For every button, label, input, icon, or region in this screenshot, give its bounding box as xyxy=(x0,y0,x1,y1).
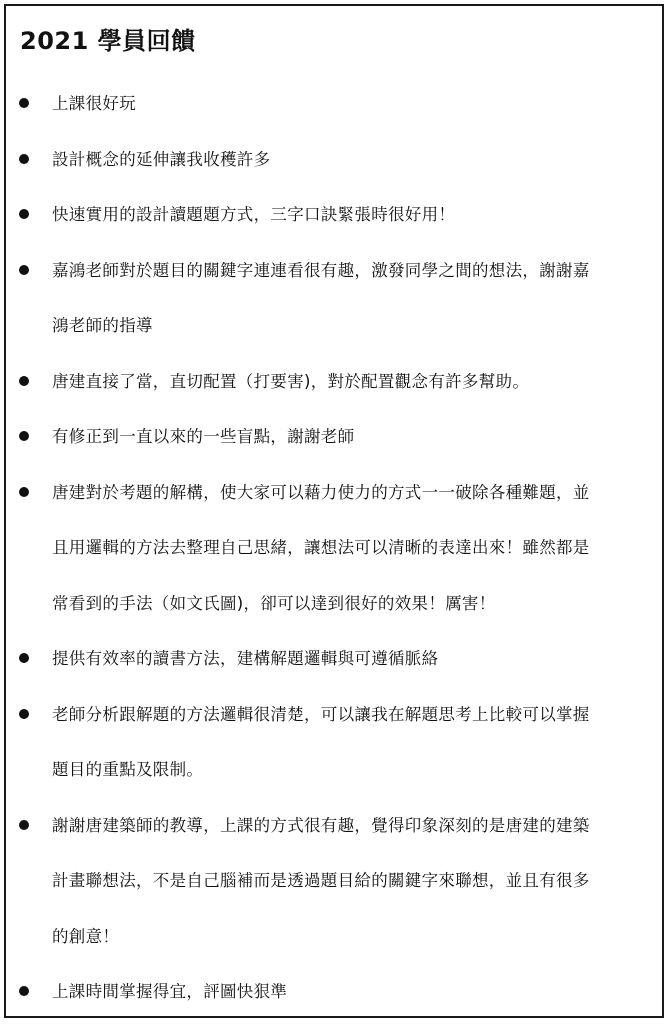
feedback-text-line: 常看到的手法（如文氏圖)，卻可以達到很好的效果！厲害！ xyxy=(52,593,496,613)
bullet-icon xyxy=(19,820,29,830)
feedback-item xyxy=(6,76,666,132)
bullet-icon xyxy=(19,487,29,497)
bullet-icon xyxy=(19,265,29,275)
bullet-icon xyxy=(19,653,29,663)
feedback-item xyxy=(6,354,666,410)
feedback-text-line: 提供有效率的讀書方法，建構解題邏輯與可遵循脈絡 xyxy=(52,649,439,668)
feedback-item xyxy=(6,187,666,243)
feedback-text-line: 鴻老師的指導 xyxy=(52,316,153,335)
feedback-text-line: 唐建對於考題的解構，使大家可以藉力使力的方式一一破除各種難題，並 xyxy=(52,482,590,502)
bullet-icon xyxy=(19,431,29,441)
bullet-icon xyxy=(19,209,29,219)
feedback-item xyxy=(6,687,666,798)
feedback-text-line: 快速實用的設計讀題題方式，三字口訣緊張時很好用！ xyxy=(52,205,456,224)
feedback-text-line: 上課時間掌握得宜，評圖快狠準 xyxy=(52,982,288,1001)
feedback-text-line: 謝謝唐建築師的教導，上課的方式很有趣，覺得印象深刻的是唐建的建築 xyxy=(52,815,590,835)
bullet-icon xyxy=(19,709,29,719)
page-title: 2021 學員回饋 xyxy=(20,27,196,55)
document-frame xyxy=(4,4,664,1018)
bullet-icon xyxy=(19,376,29,386)
feedback-text-line: 且用邏輯的方法去整理自己思緒，讓想法可以清晰的表達出來！雖然都是 xyxy=(52,538,590,557)
feedback-text-line: 嘉鴻老師對於題目的關鍵字連連看很有趣，激發同學之間的想法，謝謝嘉 xyxy=(52,260,590,280)
feedback-text-line: 老師分析跟解題的方法邏輯很清楚，可以讓我在解題思考上比較可以掌握 xyxy=(52,704,590,724)
feedback-item xyxy=(6,465,666,632)
feedback-text-line: 計畫聯想法，不是自己腦補而是透過題目給的關鍵字來聯想，並且有很多 xyxy=(52,871,590,890)
feedback-item xyxy=(6,409,666,465)
feedback-item xyxy=(6,243,666,354)
bullet-icon xyxy=(19,98,29,108)
feedback-text-line: 上課很好玩 xyxy=(52,94,136,113)
feedback-text-line: 的創意！ xyxy=(52,926,120,946)
feedback-text-line: 有修正到一直以來的一些盲點，謝謝老師 xyxy=(52,427,355,446)
feedback-text-line: 唐建直接了當，直切配置（打要害)，對於配置觀念有許多幫助。 xyxy=(52,371,530,391)
feedback-item xyxy=(6,132,666,188)
feedback-text-line: 設計概念的延伸讓我收穫許多 xyxy=(52,149,271,169)
feedback-list xyxy=(6,76,666,1020)
feedback-item xyxy=(6,798,666,965)
feedback-item xyxy=(6,631,666,687)
feedback-text-line: 題目的重點及限制。 xyxy=(52,760,204,779)
feedback-item xyxy=(6,964,666,1020)
bullet-icon xyxy=(19,986,29,996)
bullet-icon xyxy=(19,154,29,164)
